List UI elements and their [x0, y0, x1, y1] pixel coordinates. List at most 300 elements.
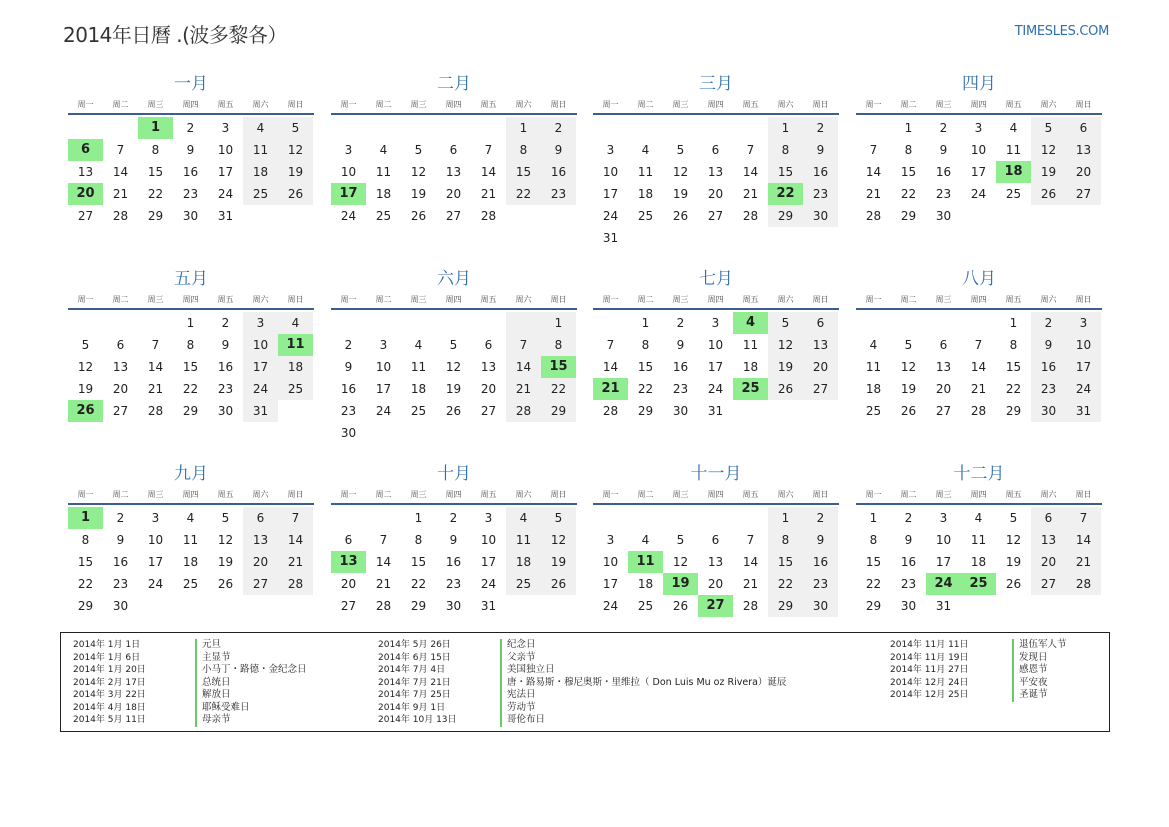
- day-cell: 31: [217, 209, 234, 223]
- holiday-list: [60, 632, 1110, 732]
- day-cell: 22: [77, 577, 94, 591]
- day-cell: 31: [1066, 400, 1101, 422]
- holiday-name: 平安夜: [1012, 677, 1048, 690]
- day-cell: 3: [484, 511, 493, 525]
- day-cell: 26: [672, 209, 689, 223]
- holiday-column: [73, 639, 307, 727]
- day-cell: 7: [1066, 507, 1101, 529]
- day-cell: 10: [1066, 334, 1101, 356]
- day-cell: 10: [707, 338, 724, 352]
- day-cell: 6: [711, 533, 720, 547]
- month-name: 十一月: [690, 464, 742, 484]
- empty-day-cell: [698, 507, 733, 529]
- weekday-label: 周三: [147, 100, 164, 109]
- day-grid: [593, 115, 839, 249]
- day-cell: 18: [182, 555, 199, 569]
- empty-day-cell: [103, 117, 138, 139]
- day-grid: [68, 505, 314, 617]
- day-cell: 8: [541, 334, 576, 356]
- day-cell: 8: [186, 338, 195, 352]
- day-cell: 21: [147, 382, 164, 396]
- holiday-item: [378, 664, 786, 677]
- day-cell: 31: [707, 404, 724, 418]
- day-cell: 21: [375, 577, 392, 591]
- day-cell: 9: [186, 143, 195, 157]
- day-cell: 9: [803, 139, 838, 161]
- day-cell: 26: [1031, 183, 1066, 205]
- day-cell: 26: [410, 209, 427, 223]
- empty-day-cell: [138, 312, 173, 334]
- day-cell: 6: [1066, 117, 1101, 139]
- holiday-item: [73, 689, 307, 702]
- month-calendar: [593, 267, 839, 422]
- empty-day-cell: [663, 507, 698, 529]
- day-cell: 24: [217, 187, 234, 201]
- weekday-label: 周三: [672, 100, 689, 109]
- weekday-label: 周一: [865, 100, 882, 109]
- holiday-name: 耶稣受难日: [195, 702, 250, 715]
- holiday-date: 2014年 5月 26日: [378, 640, 451, 650]
- day-cell: 13: [1031, 529, 1066, 551]
- day-cell: 7: [278, 507, 313, 529]
- holiday-name: 总统日: [195, 677, 231, 690]
- empty-day-cell: [68, 312, 103, 334]
- day-cell: 24: [147, 577, 164, 591]
- empty-day-cell: [733, 507, 768, 529]
- holiday-name: 宪法日: [500, 689, 536, 702]
- weekday-label: 周一: [865, 490, 882, 499]
- weekday-label: 周日: [812, 490, 829, 499]
- weekday-label: 周日: [812, 295, 829, 304]
- day-cell: 19: [541, 551, 576, 573]
- day-cell: 12: [1031, 139, 1066, 161]
- day-cell: 11: [506, 529, 541, 551]
- day-cell: 9: [541, 139, 576, 161]
- weekday-label: 周六: [515, 490, 532, 499]
- empty-day-cell: [366, 312, 401, 334]
- day-cell: 17: [243, 356, 278, 378]
- day-cell: 16: [935, 165, 952, 179]
- day-cell: 4: [186, 511, 195, 525]
- holiday-name: 小马丁・路德・金纪念日: [195, 664, 307, 677]
- weekday-label: 周六: [515, 100, 532, 109]
- day-cell: 21: [506, 378, 541, 400]
- day-cell: 29: [768, 205, 803, 227]
- day-cell: 20: [340, 577, 357, 591]
- day-cell: 24: [707, 382, 724, 396]
- weekday-header: [856, 486, 1102, 505]
- day-cell: 9: [803, 529, 838, 551]
- day-cell: 14: [1066, 529, 1101, 551]
- day-cell: 15: [865, 555, 882, 569]
- day-cell: 30: [672, 404, 689, 418]
- weekday-header: [856, 96, 1102, 115]
- weekday-label: 周六: [515, 295, 532, 304]
- empty-day-cell: [68, 117, 103, 139]
- day-cell: 21: [865, 187, 882, 201]
- day-cell: 30: [803, 595, 838, 617]
- weekday-label: 周二: [900, 490, 917, 499]
- day-cell: 17: [375, 382, 392, 396]
- month-name: 一月: [174, 74, 208, 94]
- month-calendar: [331, 72, 577, 227]
- day-cell: 30: [900, 599, 917, 613]
- day-cell: 3: [939, 511, 948, 525]
- day-cell: 23: [112, 577, 129, 591]
- day-cell: 19: [217, 555, 234, 569]
- holiday-item: [73, 664, 307, 677]
- day-cell: 20: [243, 551, 278, 573]
- day-cell: 16: [182, 165, 199, 179]
- weekday-header: [331, 486, 577, 505]
- day-cell: 27: [935, 404, 952, 418]
- day-cell: 14: [506, 356, 541, 378]
- day-cell: 5: [414, 143, 423, 157]
- day-cell: 26: [217, 577, 234, 591]
- day-cell: 28: [480, 209, 497, 223]
- weekday-header: [68, 291, 314, 310]
- day-cell: 29: [768, 595, 803, 617]
- weekday-label: 周四: [707, 100, 724, 109]
- day-cell: 18: [742, 360, 759, 374]
- day-cell: 10: [340, 165, 357, 179]
- day-cell: 21: [1066, 551, 1101, 573]
- weekday-header: [593, 96, 839, 115]
- day-grid: [856, 115, 1102, 227]
- day-cell: 7: [606, 338, 615, 352]
- month-name: 六月: [437, 269, 471, 289]
- day-cell: 7: [869, 143, 878, 157]
- empty-day-cell: [593, 507, 628, 529]
- empty-day-cell: [926, 312, 961, 334]
- weekday-label: 周五: [480, 490, 497, 499]
- day-cell: 16: [803, 551, 838, 573]
- weekday-label: 周二: [900, 100, 917, 109]
- weekday-label: 周一: [865, 295, 882, 304]
- day-cell: 4: [414, 338, 423, 352]
- day-cell: 26: [278, 183, 313, 205]
- day-cell: 7: [746, 533, 755, 547]
- holiday-item: [378, 677, 786, 690]
- day-cell: 27: [480, 404, 497, 418]
- weekday-label: 周二: [112, 295, 129, 304]
- month-name: 七月: [699, 269, 733, 289]
- holiday-item: [890, 689, 1067, 702]
- day-cell: 17: [707, 360, 724, 374]
- weekday-label: 周三: [935, 295, 952, 304]
- day-cell: 18: [970, 555, 987, 569]
- holiday-column: [890, 639, 1067, 702]
- holiday-item: [378, 652, 786, 665]
- day-cell: 3: [379, 338, 388, 352]
- day-cell: 2: [186, 121, 195, 135]
- day-cell: 31: [602, 231, 619, 245]
- day-cell: 3: [243, 312, 278, 334]
- day-cell: 23: [445, 577, 462, 591]
- weekday-label: 周四: [182, 490, 199, 499]
- day-cell: 15: [182, 360, 199, 374]
- holiday-day-cell: 6: [68, 139, 103, 161]
- day-cell: 11: [970, 533, 987, 547]
- weekday-label: 周三: [147, 490, 164, 499]
- weekday-label: 周五: [1005, 490, 1022, 499]
- day-cell: 6: [484, 338, 493, 352]
- day-cell: 14: [375, 555, 392, 569]
- day-cell: 24: [1066, 378, 1101, 400]
- day-cell: 27: [445, 209, 462, 223]
- weekday-label: 周五: [1005, 295, 1022, 304]
- day-cell: 1: [768, 507, 803, 529]
- day-cell: 23: [182, 187, 199, 201]
- day-cell: 21: [970, 382, 987, 396]
- weekday-label: 周二: [112, 490, 129, 499]
- day-cell: 11: [375, 165, 392, 179]
- day-cell: 8: [1009, 338, 1018, 352]
- day-cell: 22: [768, 573, 803, 595]
- weekday-label: 周四: [445, 295, 462, 304]
- day-cell: 19: [410, 187, 427, 201]
- holiday-item: [73, 677, 307, 690]
- day-cell: 2: [1031, 312, 1066, 334]
- day-cell: 19: [278, 161, 313, 183]
- day-cell: 22: [147, 187, 164, 201]
- day-cell: 4: [869, 338, 878, 352]
- day-cell: 24: [375, 404, 392, 418]
- month-name: 五月: [174, 269, 208, 289]
- holiday-day-cell: 25: [733, 378, 768, 400]
- day-cell: 26: [672, 599, 689, 613]
- day-cell: 20: [1066, 161, 1101, 183]
- day-cell: 2: [803, 117, 838, 139]
- day-cell: 29: [77, 599, 94, 613]
- day-cell: 11: [865, 360, 882, 374]
- weekday-label: 周二: [637, 490, 654, 499]
- holiday-day-cell: 17: [331, 183, 366, 205]
- weekday-label: 周一: [602, 490, 619, 499]
- day-cell: 29: [182, 404, 199, 418]
- holiday-date: 2014年 6月 15日: [378, 652, 451, 663]
- day-cell: 25: [865, 404, 882, 418]
- day-cell: 20: [803, 356, 838, 378]
- day-grid: [68, 115, 314, 227]
- day-cell: 12: [77, 360, 94, 374]
- day-cell: 24: [970, 187, 987, 201]
- weekday-label: 周二: [112, 100, 129, 109]
- day-cell: 2: [449, 511, 458, 525]
- holiday-day-cell: 21: [593, 378, 628, 400]
- day-cell: 19: [1005, 555, 1022, 569]
- day-cell: 3: [606, 533, 615, 547]
- day-cell: 5: [541, 507, 576, 529]
- day-cell: 16: [541, 161, 576, 183]
- holiday-day-cell: 15: [541, 356, 576, 378]
- day-cell: 13: [803, 334, 838, 356]
- day-cell: 25: [1005, 187, 1022, 201]
- day-cell: 14: [602, 360, 619, 374]
- month-calendar: [68, 462, 314, 617]
- day-cell: 10: [217, 143, 234, 157]
- day-cell: 6: [711, 143, 720, 157]
- weekday-label: 周四: [707, 490, 724, 499]
- holiday-name: 发现日: [1012, 652, 1048, 665]
- day-cell: 23: [217, 382, 234, 396]
- day-grid: [331, 115, 577, 227]
- day-cell: 22: [541, 378, 576, 400]
- day-cell: 7: [974, 338, 983, 352]
- weekday-header: [593, 486, 839, 505]
- site-logo[interactable]: TIMESLES.COM: [1014, 24, 1109, 39]
- day-cell: 8: [506, 139, 541, 161]
- day-cell: 2: [803, 507, 838, 529]
- day-cell: 10: [602, 555, 619, 569]
- day-cell: 12: [672, 555, 689, 569]
- day-cell: 17: [147, 555, 164, 569]
- day-cell: 12: [672, 165, 689, 179]
- empty-day-cell: [331, 507, 366, 529]
- day-cell: 15: [506, 161, 541, 183]
- day-cell: 7: [746, 143, 755, 157]
- day-cell: 29: [147, 209, 164, 223]
- day-cell: 4: [641, 533, 650, 547]
- weekday-label: 周六: [252, 490, 269, 499]
- day-cell: 27: [707, 209, 724, 223]
- weekday-label: 周一: [340, 490, 357, 499]
- holiday-item: [73, 639, 307, 652]
- day-grid: [856, 310, 1102, 422]
- weekday-label: 周三: [410, 295, 427, 304]
- weekday-label: 周二: [375, 295, 392, 304]
- weekday-label: 周一: [602, 295, 619, 304]
- day-cell: 8: [151, 143, 160, 157]
- day-cell: 19: [768, 356, 803, 378]
- weekday-label: 周三: [410, 100, 427, 109]
- day-cell: 10: [480, 533, 497, 547]
- holiday-day-cell: 11: [278, 334, 313, 356]
- holiday-date: 2014年 7月 25日: [378, 690, 451, 700]
- day-cell: 3: [221, 121, 230, 135]
- weekday-label: 周六: [1040, 295, 1057, 304]
- day-cell: 23: [1031, 378, 1066, 400]
- day-cell: 2: [939, 121, 948, 135]
- day-cell: 8: [414, 533, 423, 547]
- day-cell: 13: [243, 529, 278, 551]
- month-name: 十月: [437, 464, 471, 484]
- day-cell: 13: [445, 165, 462, 179]
- holiday-date: 2014年 3月 22日: [73, 690, 146, 700]
- day-cell: 30: [1031, 400, 1066, 422]
- day-cell: 9: [344, 360, 353, 374]
- day-cell: 1: [768, 117, 803, 139]
- month-name: 八月: [962, 269, 996, 289]
- day-cell: 23: [935, 187, 952, 201]
- day-cell: 12: [768, 334, 803, 356]
- day-cell: 14: [742, 555, 759, 569]
- holiday-item: [73, 652, 307, 665]
- day-cell: 16: [217, 360, 234, 374]
- day-grid: [593, 310, 839, 422]
- day-cell: 12: [410, 165, 427, 179]
- day-cell: 30: [217, 404, 234, 418]
- day-cell: 26: [541, 573, 576, 595]
- weekday-label: 周六: [252, 100, 269, 109]
- day-cell: 5: [449, 338, 458, 352]
- day-cell: 1: [186, 316, 195, 330]
- empty-day-cell: [401, 117, 436, 139]
- day-cell: 14: [278, 529, 313, 551]
- day-cell: 22: [865, 577, 882, 591]
- day-cell: 18: [637, 187, 654, 201]
- holiday-name: 元旦: [195, 639, 221, 652]
- day-cell: 1: [641, 316, 650, 330]
- weekday-label: 周四: [445, 490, 462, 499]
- day-cell: 10: [375, 360, 392, 374]
- day-cell: 21: [742, 187, 759, 201]
- day-cell: 21: [278, 551, 313, 573]
- empty-day-cell: [331, 117, 366, 139]
- day-cell: 9: [449, 533, 458, 547]
- day-cell: 28: [865, 209, 882, 223]
- day-cell: 31: [480, 599, 497, 613]
- day-cell: 21: [480, 187, 497, 201]
- day-cell: 11: [243, 139, 278, 161]
- day-cell: 7: [379, 533, 388, 547]
- holiday-name: 母亲节: [195, 714, 231, 727]
- day-cell: 15: [768, 551, 803, 573]
- holiday-day-cell: 13: [331, 551, 366, 573]
- day-cell: 25: [637, 209, 654, 223]
- day-cell: 13: [112, 360, 129, 374]
- weekday-label: 周三: [935, 100, 952, 109]
- holiday-day-cell: 24: [926, 573, 961, 595]
- empty-day-cell: [366, 117, 401, 139]
- month-name: 三月: [699, 74, 733, 94]
- day-cell: 15: [900, 165, 917, 179]
- day-cell: 29: [865, 599, 882, 613]
- weekday-label: 周五: [1005, 100, 1022, 109]
- empty-day-cell: [436, 117, 471, 139]
- weekday-label: 周一: [602, 100, 619, 109]
- weekday-label: 周三: [410, 490, 427, 499]
- day-grid: [856, 505, 1102, 617]
- day-cell: 17: [935, 555, 952, 569]
- holiday-date: 2014年 2月 17日: [73, 677, 146, 688]
- day-cell: 29: [900, 209, 917, 223]
- day-cell: 4: [379, 143, 388, 157]
- holiday-item: [73, 714, 307, 727]
- day-cell: 28: [970, 404, 987, 418]
- day-cell: 21: [112, 187, 129, 201]
- day-cell: 24: [602, 599, 619, 613]
- weekday-label: 周日: [1075, 295, 1092, 304]
- holiday-day-cell: 19: [663, 573, 698, 595]
- weekday-label: 周五: [742, 100, 759, 109]
- day-cell: 24: [602, 209, 619, 223]
- day-cell: 28: [112, 209, 129, 223]
- empty-day-cell: [103, 312, 138, 334]
- day-cell: 28: [742, 599, 759, 613]
- day-cell: 20: [1031, 551, 1066, 573]
- day-cell: 23: [900, 577, 917, 591]
- holiday-name: 主显节: [195, 652, 231, 665]
- day-cell: 18: [243, 161, 278, 183]
- month-name: 四月: [962, 74, 996, 94]
- day-cell: 28: [375, 599, 392, 613]
- weekday-label: 周四: [970, 490, 987, 499]
- weekday-label: 周一: [77, 490, 94, 499]
- day-cell: 30: [340, 426, 357, 440]
- weekday-header: [856, 291, 1102, 310]
- day-cell: 6: [803, 312, 838, 334]
